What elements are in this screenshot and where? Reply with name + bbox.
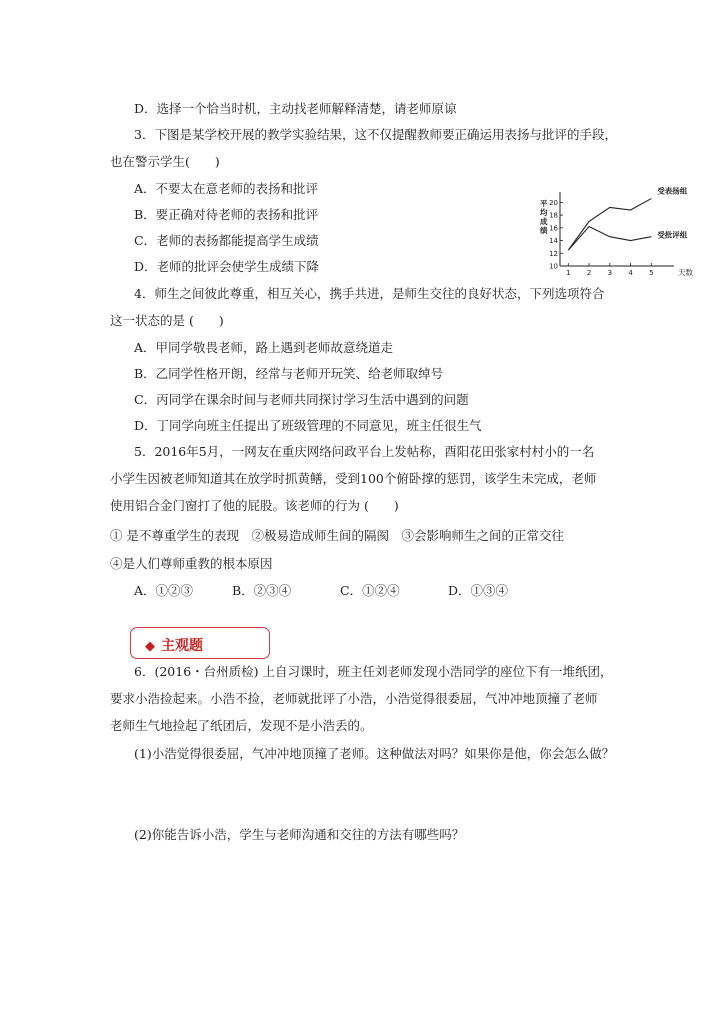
q3-option-d: D．老师的批评会使学生成绩下降	[134, 259, 320, 274]
q5-statements-line2: ④是人们尊师重教的根本原因	[110, 556, 273, 571]
chart-series-label: 受表扬组	[657, 186, 688, 196]
q3-option-b: B．要正确对待老师的表扬和批评	[134, 207, 319, 222]
q5-choice-c: C．①②④	[340, 583, 400, 598]
q4-option-a: A．甲同学敬畏老师，路上遇到老师故意绕道走	[134, 340, 394, 355]
chart-ylabel-char: 成	[540, 217, 548, 226]
q2-option-d: D．选择一个恰当时机，主动找老师解释清楚，请老师原谅	[134, 101, 457, 116]
q6-sub2: (2)你能告诉小浩，学生与老师沟通和交往的方法有哪些吗？	[134, 827, 465, 842]
chart-x-axis-label: 天数	[678, 268, 693, 277]
chart-y-tick-label: 12	[549, 249, 558, 258]
chart-x-tick-label: 3	[607, 269, 613, 277]
q5-statements-line1: ① 是不尊重学生的表现 ②极易造成师生间的隔阂 ③会影响师生之间的正常交往	[110, 528, 564, 543]
q3-stem-line1: 3．下图是某学校开展的教学实验结果，这不仅提醒教师要正确运用表扬与批评的手段，	[134, 127, 617, 142]
chart-x-tick-label: 2	[586, 269, 592, 277]
chart-series-line	[568, 199, 651, 251]
q3-stem-line2: 也在警示学生( )	[110, 154, 220, 169]
chart-series-label: 受批评组	[657, 230, 688, 240]
q6-stem-line2: 要求小浩捡起来。小浩不捡，老师就批评了小浩，小浩觉得很委屈，气冲冲地顶撞了老师	[110, 691, 598, 706]
chart-x-tick-label: 4	[628, 269, 633, 277]
section-banner	[130, 627, 270, 659]
chart-y-ticks	[549, 199, 563, 271]
q5-choice-a: A．①②③	[134, 583, 194, 598]
q4-stem-line1: 4．师生之间彼此尊重，相互关心，携手共进，是师生交往的良好状态，下列选项符合	[134, 286, 605, 301]
q6-sub1: (1)小浩觉得很委屈，气冲冲地顶撞了老师。这种做法对吗？如果你是他，你会怎么做？	[134, 746, 615, 761]
q5-choice-b: B．②③④	[232, 583, 292, 598]
q4-option-b: B．乙同学性格开朗，经常与老师开玩笑、给老师取绰号	[134, 366, 444, 381]
q6-stem-line1: 6．(2016・台州质检) 上自习课时，班主任刘老师发现小浩同学的座位下有一堆纸团，	[134, 664, 613, 679]
chart-x-ticks	[566, 263, 653, 277]
q5-stem-line1: 5．2016年5月，一网友在重庆网络问政平台上发帖称，酉阳花田张家村村小的一名	[134, 444, 595, 459]
diamond-icon: ◆	[145, 639, 155, 654]
chart-y-tick-label: 18	[549, 211, 558, 220]
q3-option-a: A．不要太在意老师的表扬和批评	[134, 181, 319, 196]
q5-stem-line2: 小学生因被老师知道其在放学时抓黄鳝，受到100个俯卧撑的惩罚，该学生未完成，老师	[110, 471, 597, 486]
chart-x-tick-label: 5	[649, 269, 654, 277]
q5-stem-line3: 使用铝合金门窗打了他的屁股。该老师的行为 ( )	[110, 498, 399, 513]
q4-option-c: C．丙同学在课余时间与老师共同探讨学习生活中遇到的问题	[134, 392, 469, 407]
section-title-text: 主观题	[161, 638, 203, 654]
section-title	[145, 635, 203, 655]
experiment-line-chart	[530, 186, 700, 282]
chart-ylabel-char: 均	[540, 208, 548, 217]
chart-y-axis-label	[540, 198, 548, 235]
q6-stem-line3: 老师生气地捡起了纸团后，发现不是小浩丢的。	[110, 718, 373, 733]
chart-y-tick-label: 14	[549, 237, 558, 246]
chart-x-tick-label: 1	[566, 269, 571, 277]
chart-ylabel-char: 绩	[540, 226, 548, 235]
q4-stem-line2: 这一状态的是 ( )	[110, 313, 224, 328]
chart-series-line	[568, 227, 651, 251]
q3-option-c: C．老师的表扬都能提高学生成绩	[134, 233, 319, 248]
chart-y-tick-label: 16	[549, 224, 558, 233]
chart-ylabel-char: 平	[540, 199, 548, 208]
q5-choice-d: D．①③④	[448, 583, 509, 598]
q4-option-d: D．丁同学向班主任提出了班级管理的不同意见，班主任很生气	[134, 418, 482, 433]
chart-series-group	[568, 186, 688, 250]
chart-y-tick-label: 20	[549, 198, 558, 207]
chart-y-tick-label: 10	[549, 262, 558, 271]
